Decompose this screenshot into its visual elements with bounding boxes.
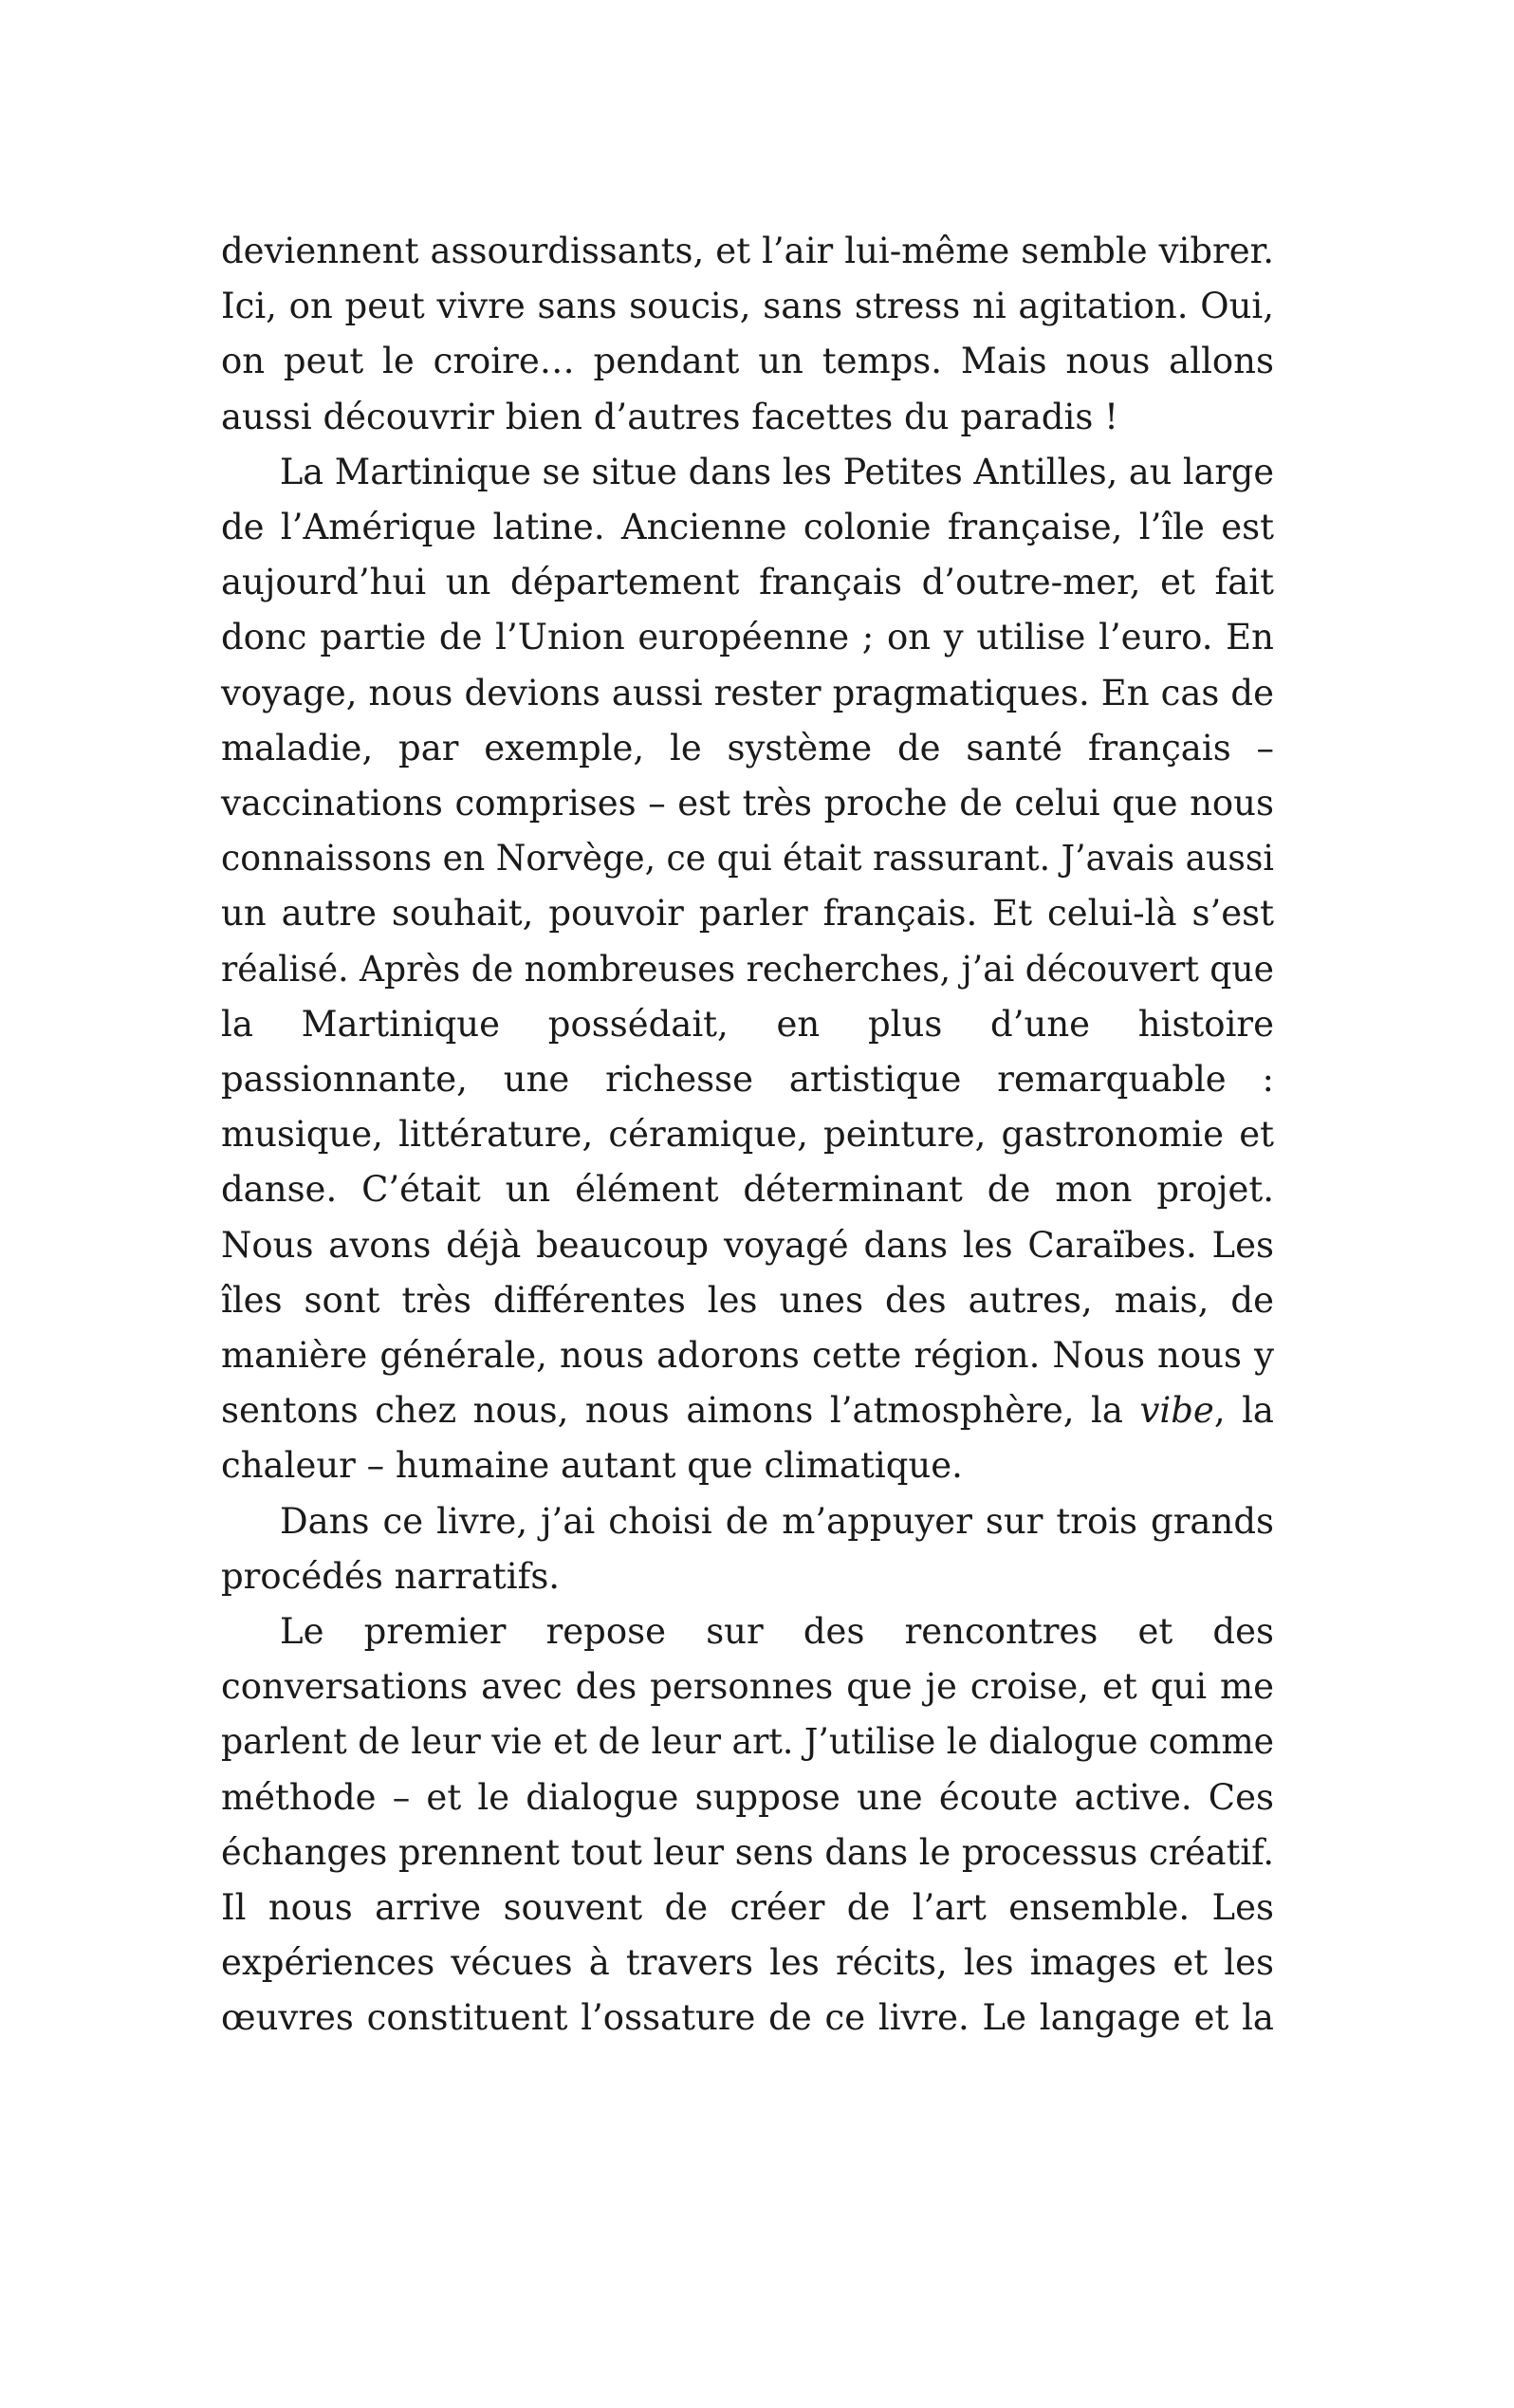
text-line: sentons chez nous, nous aimons l’atmosphère, la vibe, la	[221, 1390, 1274, 1432]
text-line: parlent de leur vie et de leur art. J’utilise le dialogue comme	[221, 1721, 1274, 1763]
text-line: donc partie de l’Union européenne ; on y utilise l’euro. En	[221, 617, 1274, 658]
text-line: on peut le croire… pendant un temps. Mais nous allons	[221, 341, 1274, 382]
text-line: chaleur – humaine autant que climatique.	[221, 1445, 963, 1487]
text-line: voyage, nous devions aussi rester pragmatiques. En cas de	[221, 672, 1274, 713]
text-line: deviennent assourdissants, et l’air lui-même semble vibrer.	[221, 231, 1274, 271]
text-line: Dans ce livre, j’ai choisi de m’appuyer sur trois grands	[280, 1500, 1274, 1542]
text-line: Il nous arrive souvent de créer de l’art ensemble. Les	[221, 1887, 1274, 1928]
text-line: manière générale, nous adorons cette région. Nous nous y	[221, 1335, 1274, 1376]
text-line: La Martinique se situe dans les Petites Antilles, au large	[280, 451, 1274, 492]
text-line: musique, littérature, céramique, peinture, gastronomie et	[221, 1114, 1274, 1156]
text-line: îles sont très différentes les unes des autres, mais, de	[221, 1279, 1274, 1321]
text-line: Le premier repose sur des rencontres et des	[280, 1611, 1274, 1652]
text-line: procédés narratifs.	[221, 1555, 561, 1597]
text-line: Nous avons déjà beaucoup voyagé dans les Caraïbes. Les	[221, 1224, 1274, 1266]
text-line: vaccinations comprises – est très proche de celui que nous	[221, 783, 1274, 824]
text-line: aujourd’hui un département français d’outre-mer, et fait	[221, 562, 1274, 603]
text-line: expériences vécues à travers les récits, les images et les	[221, 1942, 1274, 1984]
text-line: connaissons en Norvège, ce qui était rassurant. J’avais aussi	[221, 838, 1274, 880]
text-line: échanges prennent tout leur sens dans le processus créatif.	[221, 1831, 1274, 1873]
text-line: aussi découvrir bien d’autres facettes du paradis !	[221, 396, 1118, 437]
text-line: passionnante, une richesse artistique remarquable :	[221, 1059, 1274, 1100]
text-line: de l’Amérique latine. Ancienne colonie française, l’île est	[221, 507, 1274, 547]
text-line: la Martinique possédait, en plus d’une histoire	[221, 1003, 1274, 1045]
text-line: maladie, par exemple, le système de santé français –	[221, 727, 1274, 769]
text-line: un autre souhait, pouvoir parler français. Et celui-là s’est	[221, 893, 1274, 935]
text-line: Ici, on peut vivre sans soucis, sans stress ni agitation. Oui,	[221, 286, 1274, 327]
text-line: conversations avec des personnes que je croise, et qui me	[221, 1666, 1274, 1708]
italic-word: vibe	[1139, 1390, 1214, 1432]
text-line: réalisé. Après de nombreuses recherches, j’ai découvert que	[221, 948, 1274, 990]
text-line: œuvres constituent l’ossature de ce livre. Le langage et la	[221, 1997, 1274, 2039]
text-line: danse. C’était un élément déterminant de mon projet.	[221, 1169, 1274, 1211]
text-line: méthode – et le dialogue suppose une écoute active. Ces	[221, 1776, 1274, 1818]
